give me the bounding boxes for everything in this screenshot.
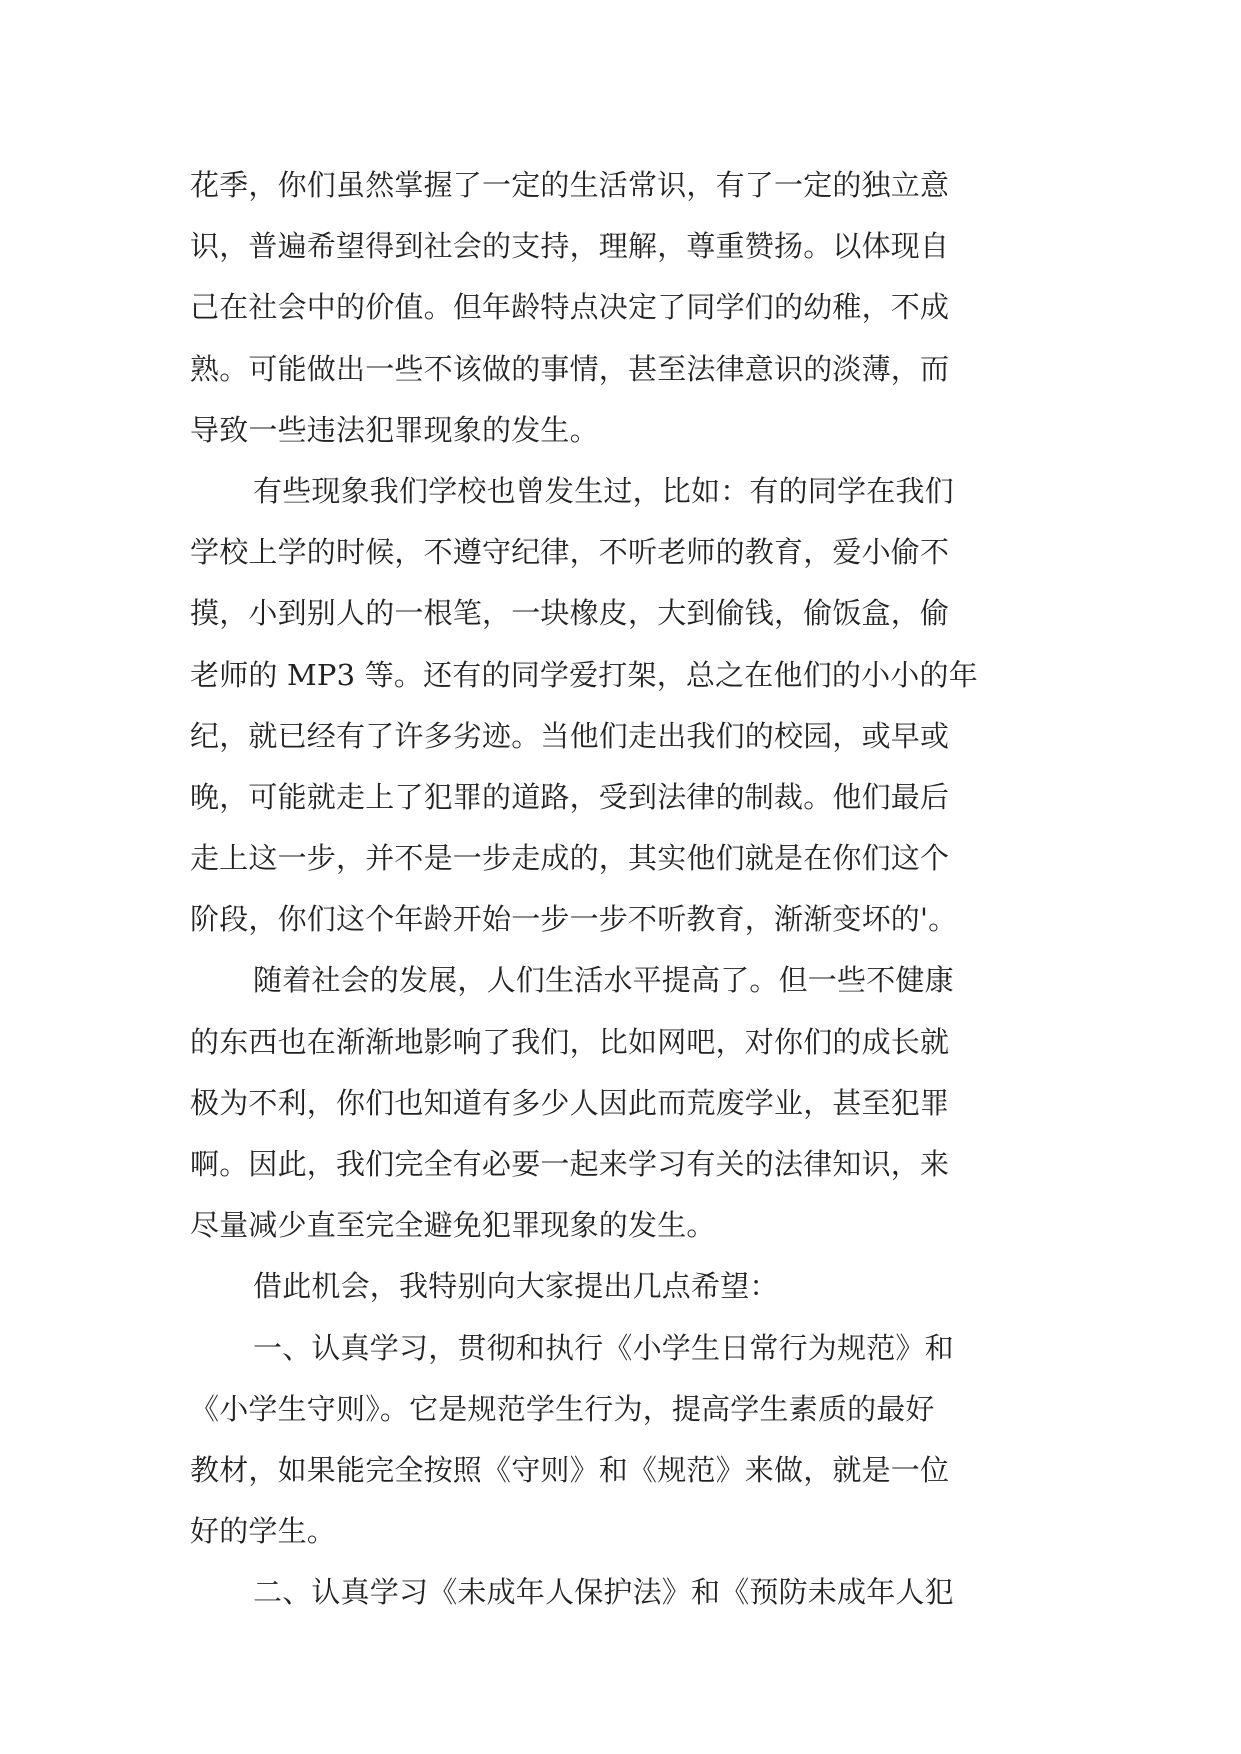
text-line-7: 学校上学的时候，不遵守纪律，不听老师的教育，爱小偷不 [190,535,950,570]
text-line-18: 尽量减少直至完全避免犯罪现象的发生。 [190,1208,716,1243]
paragraph-start-line-20: 一、认真学习，贯彻和执行《小学生日常行为规范》和 [253,1330,954,1365]
text-line-22: 教材，如果能完全按照《守则》和《规范》来做，就是一位 [190,1452,950,1487]
text-line-15: 的东西也在渐渐地影响了我们，比如网吧，对你们的成长就 [190,1024,950,1059]
text-line-16: 极为不利，你们也知道有多少人因此而荒废学业，甚至犯罪 [190,1085,950,1120]
text-line-1: 花季，你们虽然掌握了一定的生活常识，有了一定的独立意 [190,168,950,202]
text-line-23: 好的学生。 [190,1514,337,1549]
text-line-5: 导致一些违法犯罪现象的发生。 [190,412,599,447]
text-line-10: 纪，就已经有了许多劣迹。当他们走出我们的校园，或早或 [190,718,950,753]
paragraph-start-line-24: 二、认真学习《未成年人保护法》和《预防未成年人犯 [253,1575,954,1610]
text-line-17: 啊。因此，我们完全有必要一起来学习有关的法律知识，来 [190,1147,950,1181]
text-line-3: 己在社会中的价值。但年龄特点决定了同学们的幼稚，不成 [190,290,950,325]
text-line-9: 老师的 MP3 等。还有的同学爱打架，总之在他们的小小的年 [190,657,978,692]
body-text [190,155,1052,1624]
paragraph-start-line-19: 借此机会，我特别向大家提出几点希望： [253,1269,779,1304]
text-line-21: 《小学生守则》。它是规范学生行为，提高学生素质的最好 [190,1391,935,1426]
text-line-12: 走上这一步，并不是一步走成的，其实他们就是在你们这个 [190,841,950,876]
paragraph-start-line-6: 有些现象我们学校也曾发生过，比如：有的同学在我们 [253,473,954,508]
text-line-8: 摸，小到别人的一根笔，一块橡皮，大到偷钱，偷饭盒，偷 [190,596,950,631]
paragraph-start-line-14: 随着社会的发展，人们生活水平提高了。但一些不健康 [253,963,954,998]
text-line-2: 识，普遍希望得到社会的支持，理解，尊重赞扬。以体现自 [190,229,950,264]
text-line-13: 阶段，你们这个年龄开始一步一步不听教育，渐渐变坏的'。 [190,902,958,937]
text-line-11: 晚，可能就走上了犯罪的道路，受到法律的制裁。他们最后 [190,779,950,814]
text-line-4: 熟。可能做出一些不该做的事情，甚至法律意识的淡薄，而 [190,351,950,386]
